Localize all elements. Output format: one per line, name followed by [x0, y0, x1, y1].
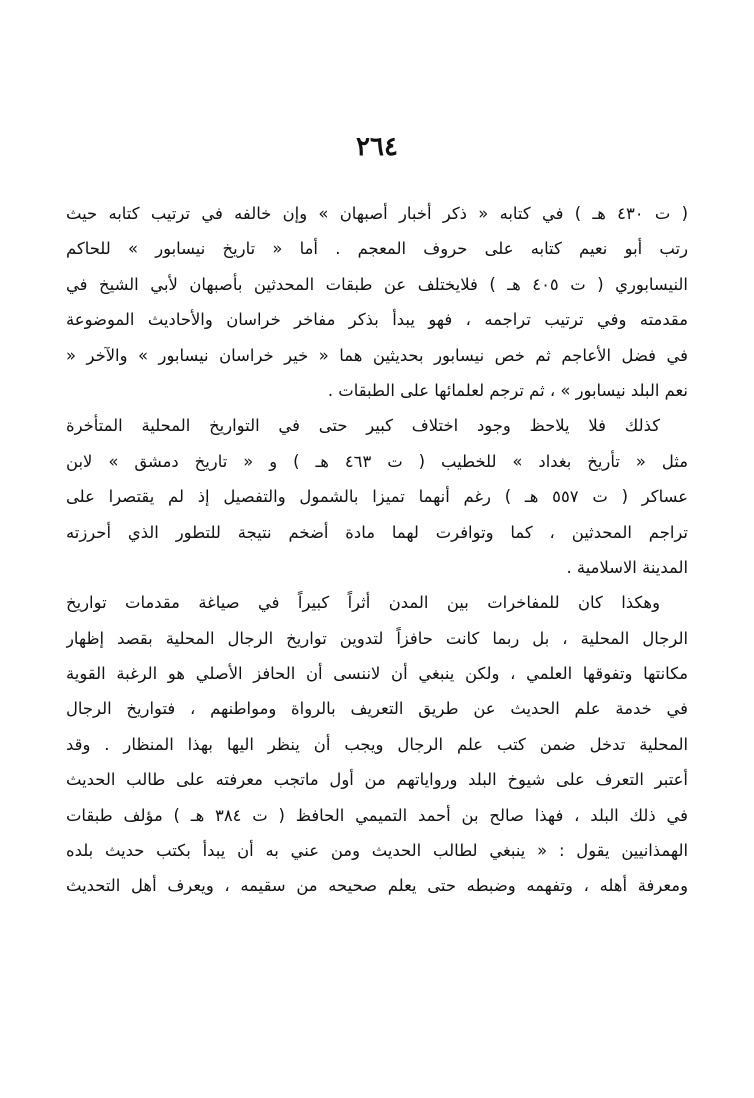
text-line: ومعرفة أهله ، وتفهمه وضبطه حتى يعلم صحيحه من سقيمه ، ويعرف أهل التحديث	[66, 876, 688, 896]
text-line: النيسابوري ( ت ٤٠٥ هـ ) فلايختلف عن طبقات المحدثين بأصبهان لأبي الشيخ في	[66, 274, 688, 294]
page-number: ٢٦٤	[356, 132, 398, 162]
text-line: المدينة الاسلامية .	[566, 557, 688, 577]
text-line: في فضل الأعاجم ثم خص نيسابور بحديثين هما « خير خراسان نيسابور » والآخر «	[66, 345, 688, 365]
text-line: مثل « تأريخ بغداد » للخطيب ( ت ٤٦٣ هـ ) و « تاريخ دمشق » لابن	[66, 451, 688, 471]
text-line: مكانتها وتفوقها العلمي ، ولكن ينبغي أن لاننسى أن الحافز الأصلي هو الرغبة القوية	[66, 664, 688, 684]
text-line: عساكر ( ت ٥٥٧ هـ ) رغم أنهما تميزا بالشمول والتفصيل إذ لم يقتصرا على	[66, 487, 688, 507]
text-line: المحلية تدخل ضمن كتب علم الرجال ويجب أن ينظر اليها بهذا المنظار . وقد	[66, 734, 688, 754]
text-line: نعم البلد نيسابور » ، ثم ترجم لعلمائها على الطبقات .	[327, 380, 688, 400]
text-line: رتب أبو نعيم كتابه على حروف المعجم . أما « تاريخ نيسابور » للحاكم	[66, 239, 688, 259]
text-line: في ذلك البلد ، فهذا صالح بن أحمد التميمي الحافظ ( ت ٣٨٤ هـ ) مؤلف طبقات	[66, 805, 688, 825]
text-line: أعتبر التعرف على شيوخ البلد ورواياتهم من أول ماتجب معرفته على طالب الحديث	[66, 770, 688, 790]
text-line: مقدمته وفي ترتيب تراجمه ، فهو يبدأ بذكر مفاخر خراسان والأحاديث الموضوعة	[66, 310, 688, 330]
text-line: كذلك فلا يلاحظ وجود اختلاف كبير حتى في التواريخ المحلية المتأخرة	[66, 416, 660, 436]
text-line: وهكذا كان للمفاخرات بين المدن أثراً كبيراً في صياغة مقدمات تواريخ	[66, 593, 660, 613]
text-line: ( ت ٤٣٠ هـ ) في كتابه « ذكر أخبار أصبهان » وإن خالفه في ترتيب كتابه حيث	[66, 204, 688, 223]
text-line: في خدمة علم الحديث عن طريق التعريف بالرواة ومواطنهم ، فتواريخ الرجال	[66, 699, 688, 719]
body-text	[66, 196, 688, 904]
text-line: تراجم المحدثين ، كما وتوافرت لهما مادة أضخم نتيجة للتطور الذي أحرزته	[66, 522, 688, 542]
text-line: الرجال المحلية ، بل ربما كانت حافزاً لتدوين تواريخ الرجال المحلية بقصد إظهار	[66, 628, 688, 648]
text-line: الهمذانيين يقول : « ينبغي لطالب الحديث ومن عني به أن يبدأ بكتب حديث بلده	[66, 841, 688, 861]
